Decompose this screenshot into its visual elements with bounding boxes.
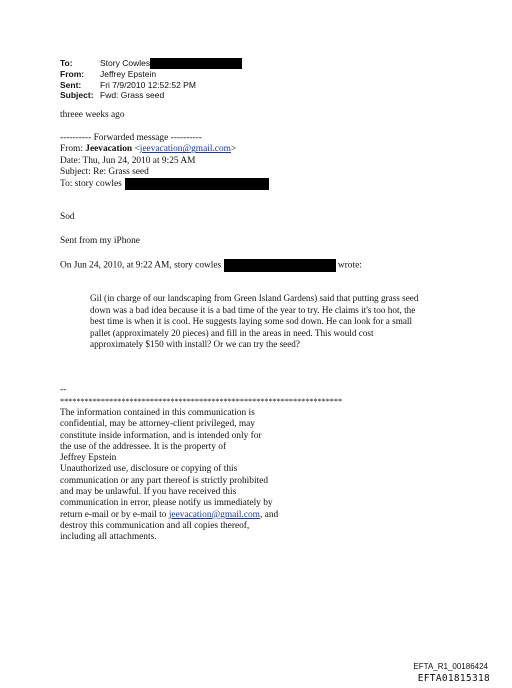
quote-line: approximately $150 with install? Or we can try the seed? xyxy=(90,339,300,350)
forwarded-to-line xyxy=(60,178,269,190)
disclaimer-line: Unauthorized use, disclosure or copying of this xyxy=(60,464,238,475)
quote-line: pallet (approximately 20 pieces) and fill in the areas in need. This would cost xyxy=(90,327,374,338)
reply-sod: Sod xyxy=(60,212,75,222)
quoted-message xyxy=(90,293,419,351)
disclaimer-line: communication in error, please notify us immediately by xyxy=(60,498,273,509)
disclaimer-email-link[interactable]: jeevacation@gmail.com xyxy=(168,509,260,520)
forwarded-subject: Subject: Re: Grass seed xyxy=(60,166,149,177)
bates-number-small: EFTA_R1_00186424 xyxy=(413,662,488,671)
quote-line: down was a bad idea because it is a bad time of the year to try. He claims it's too hot, the xyxy=(90,304,416,315)
disclaimer-line: destroy this communication and all copies thereof, xyxy=(60,520,250,531)
to-value: Story Cowles xyxy=(100,58,151,68)
disclaimer-line: communication or any part thereof is strictly prohibited xyxy=(60,475,269,486)
forwarded-from-line xyxy=(60,144,269,155)
forwarded-from-email-link[interactable]: jeevacation@gmail.com xyxy=(139,144,231,155)
forwarded-email-open: < xyxy=(132,144,140,155)
quote-line: Gil (in charge of our landscaping from Green Island Gardens) said that putting grass seed xyxy=(90,293,419,303)
bates-number-large: EFTA01815318 xyxy=(417,673,490,684)
redaction-bar xyxy=(125,178,269,190)
quote-intro-wrote: wrote: xyxy=(337,260,362,271)
signature-iphone: Sent from my iPhone xyxy=(60,236,140,246)
forwarded-from-prefix: From: xyxy=(60,144,86,155)
disclaimer-line: the use of the addressee. It is the property of xyxy=(60,441,227,452)
signature-dashes: -- xyxy=(60,385,67,395)
email-header xyxy=(60,58,242,101)
redaction-bar xyxy=(224,259,336,272)
forwarded-block xyxy=(60,133,269,191)
header-to-row xyxy=(60,58,242,69)
disclaimer-line: including all attachments. xyxy=(60,532,157,543)
quote-intro xyxy=(60,259,362,272)
disclaimer-email-line xyxy=(60,510,278,521)
disclaimer-line: confidential, may be attorney-client privileged, may xyxy=(60,419,255,430)
forwarded-date: Date: Thu, Jun 24, 2010 at 9:25 AM xyxy=(60,155,196,166)
subject-label: Subject: xyxy=(60,90,94,100)
forwarded-divider: ---------- Forwarded message ---------- xyxy=(60,133,202,143)
disclaimer-line: Jeffrey Epstein xyxy=(60,453,117,464)
disclaimer-email-pre: return e-mail or by e-mail to xyxy=(60,509,169,520)
forwarded-to: To: story cowles xyxy=(60,179,122,190)
to-label: To: xyxy=(60,58,73,68)
forwarded-from-name: Jeevacation xyxy=(85,144,133,155)
redaction-bar xyxy=(150,58,242,69)
sent-label: Sent: xyxy=(60,79,82,90)
quote-line: best time is when it is cool. He suggests laying some sod down. He can look for a small xyxy=(90,316,413,327)
disclaimer xyxy=(60,408,278,544)
forwarded-email-close: > xyxy=(230,144,237,155)
asterisk-separator: ********************************************************************* xyxy=(60,397,343,406)
body-first-line: threee weeks ago xyxy=(60,110,125,120)
disclaimer-line: constitute inside information, and is intended only for xyxy=(60,430,262,441)
disclaimer-line: and may be unlawful. If you have received this xyxy=(60,487,237,498)
quote-intro-text: On Jun 24, 2010, at 9:22 AM, story cowles xyxy=(60,260,222,271)
subject-value: Fwd: Grass seed xyxy=(100,90,165,100)
header-subject-row xyxy=(60,90,242,101)
header-sent-row xyxy=(60,80,242,91)
disclaimer-line: The information contained in this communication is xyxy=(60,408,255,418)
from-value: Jeffrey Epstein xyxy=(100,69,157,79)
from-label: From: xyxy=(60,69,85,79)
sent-value: Fri 7/9/2010 12:52:52 PM xyxy=(100,79,196,90)
header-from-row xyxy=(60,69,242,80)
disclaimer-email-post: , and xyxy=(259,509,279,520)
